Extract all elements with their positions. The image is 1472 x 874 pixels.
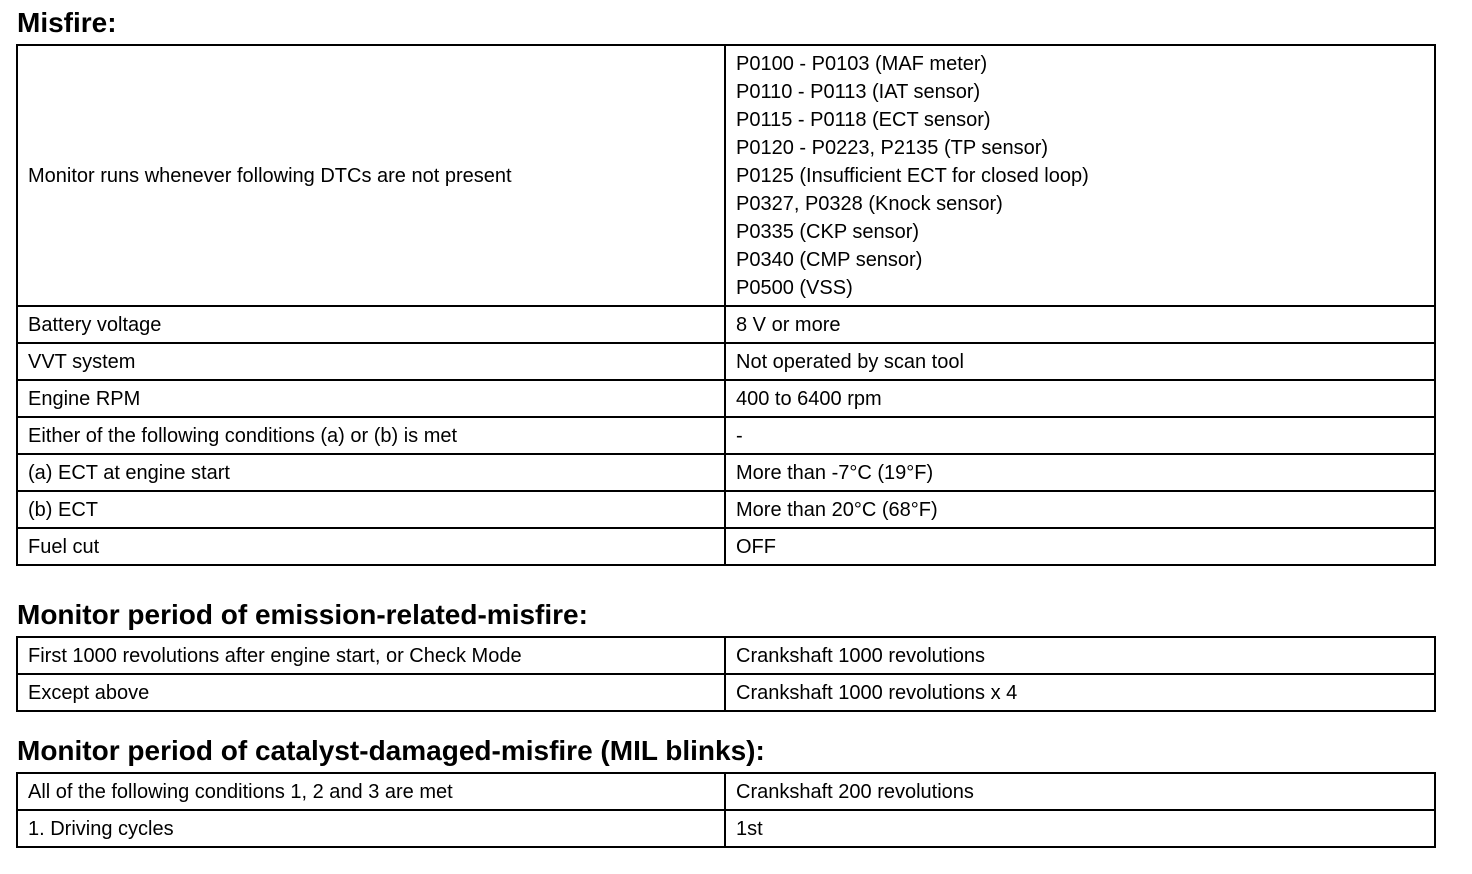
dtc-item: P0110 - P0113 (IAT sensor) — [736, 80, 981, 103]
table-row — [17, 528, 1435, 565]
catalyst-misfire-table — [16, 772, 1436, 848]
table-row — [17, 637, 1435, 674]
table-row — [17, 380, 1435, 417]
table-row — [17, 454, 1435, 491]
condition-label: Battery voltage — [17, 306, 725, 343]
dtc-item: P0115 - P0118 (ECT sensor) — [736, 108, 991, 131]
condition-label: Monitor runs whenever following DTCs are not present — [17, 45, 725, 306]
condition-value: More than 20°C (68°F) — [725, 491, 1435, 528]
catalyst-misfire-heading: Monitor period of catalyst-damaged-misfire (MIL blinks): — [17, 735, 765, 766]
condition-value: 1st — [725, 810, 1435, 847]
dtc-item: P0125 (Insufficient ECT for closed loop) — [736, 164, 1089, 187]
condition-value: OFF — [725, 528, 1435, 565]
condition-label: Either of the following conditions (a) or (b) is met — [17, 417, 725, 454]
condition-value: 400 to 6400 rpm — [725, 380, 1435, 417]
table-row — [17, 674, 1435, 711]
misfire-heading: Misfire: — [17, 7, 117, 38]
dtc-item: P0120 - P0223, P2135 (TP sensor) — [736, 136, 1049, 159]
dtc-item: P0340 (CMP sensor) — [736, 248, 923, 271]
dtc-item: P0500 (VSS) — [736, 276, 853, 299]
table-row — [17, 343, 1435, 380]
condition-label: (b) ECT — [17, 491, 725, 528]
table-row — [17, 773, 1435, 810]
condition-label: Fuel cut — [17, 528, 725, 565]
table-row — [17, 417, 1435, 454]
dtc-item: P0335 (CKP sensor) — [736, 220, 920, 243]
condition-value: - — [725, 417, 1435, 454]
misfire-table — [16, 44, 1436, 566]
condition-value: Crankshaft 200 revolutions — [725, 773, 1435, 810]
condition-label: (a) ECT at engine start — [17, 454, 725, 491]
condition-value: Crankshaft 1000 revolutions — [725, 637, 1435, 674]
condition-label: VVT system — [17, 343, 725, 380]
condition-value: 8 V or more — [725, 306, 1435, 343]
dtc-list — [725, 45, 1435, 306]
condition-value: Not operated by scan tool — [725, 343, 1435, 380]
condition-value: More than -7°C (19°F) — [725, 454, 1435, 491]
dtc-item: P0327, P0328 (Knock sensor) — [736, 192, 1003, 215]
condition-label: Engine RPM — [17, 380, 725, 417]
condition-label: All of the following conditions 1, 2 and 3 are met — [17, 773, 725, 810]
condition-label: First 1000 revolutions after engine start, or Check Mode — [17, 637, 725, 674]
condition-label: Except above — [17, 674, 725, 711]
emission-misfire-heading: Monitor period of emission-related-misfire: — [17, 599, 588, 630]
emission-misfire-table — [16, 636, 1436, 712]
condition-label: 1. Driving cycles — [17, 810, 725, 847]
table-row — [17, 306, 1435, 343]
dtc-item: P0100 - P0103 (MAF meter) — [736, 52, 988, 75]
table-row — [17, 491, 1435, 528]
condition-value: Crankshaft 1000 revolutions x 4 — [725, 674, 1435, 711]
table-row — [17, 45, 1435, 306]
table-row — [17, 810, 1435, 847]
